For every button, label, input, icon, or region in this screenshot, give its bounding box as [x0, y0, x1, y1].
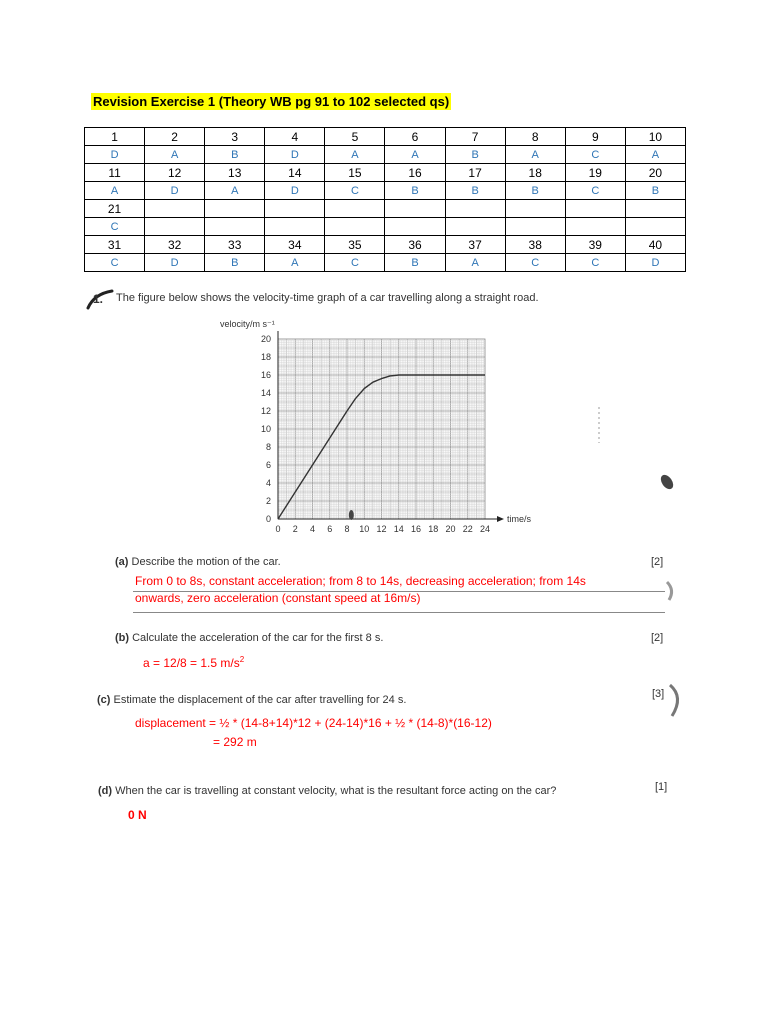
question-number-cell: 7 [445, 128, 505, 146]
question-number-cell: 20 [625, 164, 685, 182]
question-number-cell: 1 [85, 128, 145, 146]
part-b-answer [143, 655, 244, 670]
part-b-prompt [115, 632, 383, 644]
part-a-text: Describe the motion of the car. [131, 556, 281, 568]
answer-letter-cell: C [565, 182, 625, 200]
question-number-cell: 13 [205, 164, 265, 182]
part-a-marks: [2] [651, 556, 664, 568]
answer-letter-cell: A [145, 146, 205, 164]
y-axis-label: velocity/m s⁻¹ [220, 319, 275, 329]
question-number-cell: 18 [505, 164, 565, 182]
question-number-cell: 12 [145, 164, 205, 182]
answer-letter-cell: A [85, 182, 145, 200]
part-b-answer-sup: 2 [239, 655, 245, 664]
part-d-marks: [1] [655, 781, 668, 793]
answer-letter-cell: B [445, 182, 505, 200]
answer-letter-cell: B [385, 182, 445, 200]
part-c-prompt [97, 694, 406, 706]
question-number-cell: 39 [565, 236, 625, 254]
answer-letter-cell: C [85, 218, 145, 236]
question-number-cell: 38 [505, 236, 565, 254]
answer-letter-cell: D [265, 146, 325, 164]
question-number-cell: 3 [205, 128, 265, 146]
y-tick-label: 8 [265, 442, 271, 452]
answer-letter-cell: A [205, 182, 265, 200]
answer-letter-cell: C [325, 254, 385, 272]
question-number-cell: 9 [565, 128, 625, 146]
answer-letter-cell: A [505, 146, 565, 164]
part-c-answer-line-2: = 292 m [213, 735, 257, 749]
x-tick-label: 12 [376, 524, 387, 534]
part-d-label: (d) [98, 785, 113, 797]
question-number: 1. [93, 292, 104, 306]
question-text: The figure below shows the velocity-time graph of a car travelling along a straight road. [116, 292, 539, 304]
answer-letter-cell: C [325, 182, 385, 200]
part-c-answer-line-1: displacement = ½ * (14-8+14)*12 + (24-14)*16 + ½ * (14-8)*(16-12) [135, 716, 492, 730]
x-tick-label: 22 [462, 524, 473, 534]
x-tick-label: 8 [344, 524, 350, 534]
scan-smudge [663, 580, 679, 602]
question-number-cell: 17 [445, 164, 505, 182]
question-number-cell: 10 [625, 128, 685, 146]
page-title: Revision Exercise 1 (Theory WB pg 91 to 102 selected qs) [93, 94, 450, 109]
question-number-cell: 36 [385, 236, 445, 254]
answer-letter-cell: D [85, 146, 145, 164]
x-tick-label: 10 [359, 524, 370, 534]
x-tick-label: 18 [428, 524, 439, 534]
part-a-answer-line-1: From 0 to 8s, constant acceleration; from 8 to 14s, decreasing acceleration; from 14s [135, 574, 586, 588]
question-number-cell: 2 [145, 128, 205, 146]
answer-letter-cell: A [385, 146, 445, 164]
x-tick-label: 4 [309, 524, 316, 534]
question-number-cell: 6 [385, 128, 445, 146]
y-tick-label: 16 [260, 370, 271, 380]
answer-rule [133, 612, 665, 613]
part-b-text: Calculate the acceleration of the car for the first 8 s. [132, 632, 384, 644]
answer-letter-cell: B [205, 146, 265, 164]
answer-letter-cell: B [625, 182, 685, 200]
part-a-label: (a) [115, 556, 129, 568]
y-tick-label: 20 [260, 334, 271, 344]
question-number-cell: 11 [85, 164, 145, 182]
part-c-label: (c) [97, 694, 111, 706]
question-number-cell: 21 [85, 200, 145, 218]
y-tick-label: 18 [260, 352, 271, 362]
answer-letter-cell: B [445, 146, 505, 164]
part-b-answer-main: a = 12/8 = 1.5 m/s [143, 656, 240, 670]
question-number-cell: 33 [205, 236, 265, 254]
part-c-text: Estimate the displacement of the car after travelling for 24 s. [113, 694, 407, 706]
answer-letter-cell: D [265, 182, 325, 200]
y-tick-label: 10 [260, 424, 271, 434]
question-number-cell: 31 [85, 236, 145, 254]
part-d-answer: 0 N [128, 808, 147, 822]
part-c-marks: [3] [652, 688, 665, 700]
x-axis-label: time/s [507, 514, 532, 524]
question-number-cell: 34 [265, 236, 325, 254]
answer-letter-cell: C [565, 146, 625, 164]
question-number-cell: 14 [265, 164, 325, 182]
part-d-prompt [98, 785, 556, 797]
answer-letter-cell: A [445, 254, 505, 272]
scan-smudge [664, 683, 686, 719]
answer-letter-cell: D [145, 182, 205, 200]
answer-letter-cell: A [625, 146, 685, 164]
y-tick-label: 0 [265, 514, 271, 524]
y-tick-label: 2 [265, 496, 271, 506]
scan-smudge [349, 510, 354, 520]
question-number-cell: 19 [565, 164, 625, 182]
question-number-cell: 15 [325, 164, 385, 182]
part-d-text: When the car is travelling at constant velocity, what is the resultant force acting on the car? [115, 785, 557, 797]
answer-letter-cell: A [265, 254, 325, 272]
answer-letter-cell: C [505, 254, 565, 272]
answer-letter-cell: B [205, 254, 265, 272]
x-tick-label: 16 [410, 524, 422, 534]
question-number-cell: 35 [325, 236, 385, 254]
answer-letter-cell: D [145, 254, 205, 272]
x-axis-arrow [497, 516, 504, 522]
part-a-prompt [115, 556, 281, 568]
question-number-cell: 40 [625, 236, 685, 254]
question-number-cell: 8 [505, 128, 565, 146]
scan-smudge [593, 405, 605, 445]
answer-letter-cell: A [325, 146, 385, 164]
question-number-cell: 5 [325, 128, 385, 146]
x-tick-label: 20 [445, 524, 456, 534]
answer-letter-cell: B [505, 182, 565, 200]
question-number-cell: 37 [445, 236, 505, 254]
x-tick-label: 2 [292, 524, 298, 534]
y-tick-label: 12 [260, 406, 271, 416]
y-tick-label: 4 [265, 478, 271, 488]
x-tick-label: 0 [275, 524, 281, 534]
y-tick-label: 14 [260, 388, 271, 398]
answer-letter-cell: C [565, 254, 625, 272]
question-number-cell: 32 [145, 236, 205, 254]
part-b-marks: [2] [651, 632, 664, 644]
x-tick-label: 14 [393, 524, 404, 534]
scan-smudge [655, 470, 679, 494]
question-number-cell: 4 [265, 128, 325, 146]
answer-letter-cell: D [625, 254, 685, 272]
part-a-answer-line-2: onwards, zero acceleration (constant speed at 16m/s) [135, 591, 421, 605]
x-tick-label: 24 [479, 524, 491, 534]
part-b-label: (b) [115, 632, 130, 644]
question-number-cell: 16 [385, 164, 445, 182]
y-tick-label: 6 [265, 460, 271, 470]
answer-letter-cell: B [385, 254, 445, 272]
x-tick-label: 6 [327, 524, 333, 534]
answer-letter-cell: C [85, 254, 145, 272]
